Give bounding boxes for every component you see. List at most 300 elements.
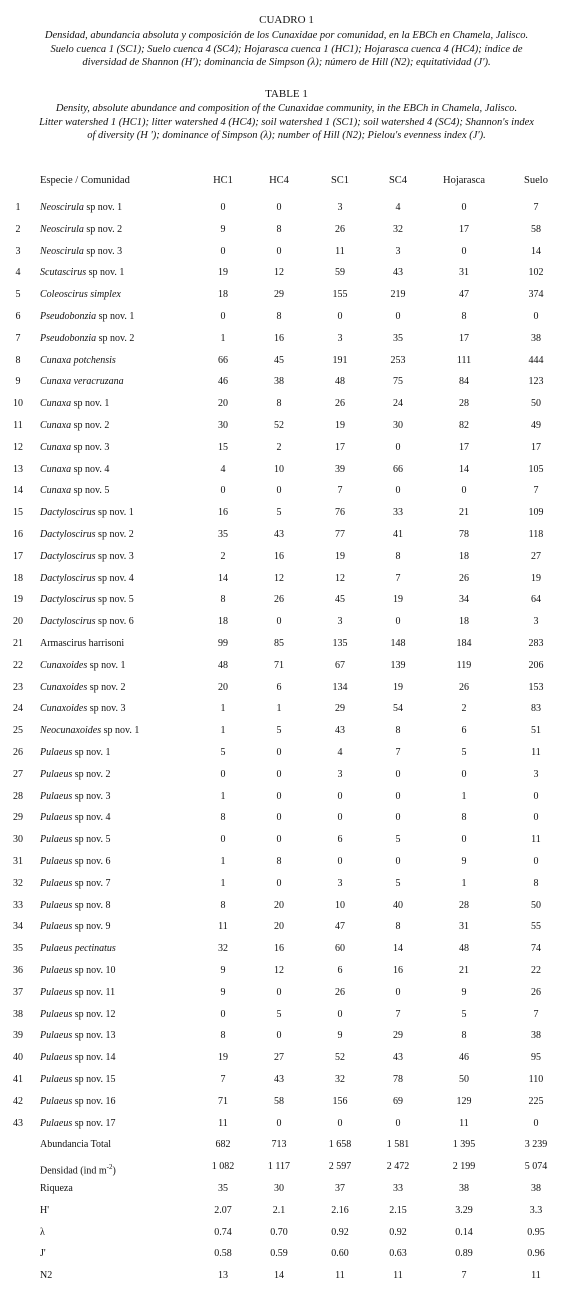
species-name [40, 899, 110, 913]
table-row [0, 484, 573, 498]
value-cell: 8 [276, 311, 282, 322]
value-cell: 35 [218, 529, 228, 540]
row-number: 1 [15, 202, 21, 213]
value-cell: 43 [274, 529, 284, 540]
value-cell: 66 [393, 463, 403, 475]
value-cell: 38 [531, 332, 541, 344]
value-cell: 9 [461, 986, 467, 998]
value-cell: 0 [395, 1117, 401, 1129]
value-cell: 19 [218, 267, 228, 279]
value-cell: 11 [335, 245, 345, 257]
table-row [0, 223, 573, 237]
value-cell: 46 [459, 1052, 469, 1064]
summary-value: 1 117 [267, 1161, 291, 1173]
value-cell: 26 [459, 572, 469, 584]
row-number: 29 [13, 812, 23, 824]
table-row [0, 615, 573, 629]
value-cell: 38 [531, 1030, 541, 1042]
species-genus: Cunaxa [40, 398, 72, 410]
value-cell: 1 [220, 703, 226, 715]
species-epithet: sp nov. 2 [71, 420, 110, 431]
value-cell: 156 [332, 1095, 348, 1107]
value-cell: 4 [337, 747, 343, 758]
species-name [40, 877, 110, 891]
table-row [0, 375, 573, 389]
value-cell: 18 [218, 616, 228, 628]
table-row [0, 463, 573, 477]
value-cell: 0 [533, 1117, 539, 1129]
value-cell: 6 [461, 725, 467, 737]
header-hojarasca: Hojarasca [443, 175, 485, 186]
value-cell: 129 [456, 1095, 472, 1107]
table-row [0, 593, 573, 607]
species-genus: Neocunaxoides [40, 725, 102, 737]
value-cell: 8 [533, 877, 539, 889]
species-name [40, 354, 116, 368]
value-cell: 0 [276, 202, 282, 213]
summary-label-text: Abundancia Total [40, 1139, 112, 1151]
value-cell: 1 [220, 790, 226, 802]
value-cell: 43 [274, 1074, 284, 1085]
summary-value: 3.3 [529, 1204, 543, 1216]
summary-value: 2.16 [331, 1204, 349, 1216]
value-cell: 49 [531, 420, 541, 431]
table-row [0, 245, 573, 259]
species-genus: Dactyloscirus [40, 572, 96, 584]
summary-value: 0.92 [331, 1226, 349, 1238]
table-row [0, 397, 573, 411]
value-cell: 0 [395, 856, 401, 867]
summary-value: 2 597 [328, 1161, 352, 1173]
value-cell: 8 [395, 921, 401, 933]
summary-label-text: H' [40, 1204, 50, 1216]
species-genus: Pulaeus pectinatus [40, 943, 116, 955]
value-cell: 59 [335, 267, 345, 279]
summary-value: 0.70 [270, 1226, 288, 1238]
value-cell: 19 [335, 420, 345, 431]
value-cell: 52 [274, 420, 284, 431]
table-row [0, 702, 573, 716]
table-row [0, 768, 573, 782]
value-cell: 8 [220, 594, 226, 606]
value-cell: 55 [531, 921, 541, 933]
value-cell: 1 [220, 856, 226, 867]
value-cell: 14 [218, 572, 228, 584]
value-cell: 76 [335, 507, 345, 519]
summary-label [40, 1160, 116, 1178]
value-cell: 0 [395, 485, 401, 497]
species-genus: Dactyloscirus [40, 550, 96, 562]
value-cell: 26 [531, 986, 541, 998]
row-number: 6 [15, 311, 21, 322]
value-cell: 45 [274, 354, 284, 366]
species-genus: Pulaeus [40, 768, 73, 780]
value-cell: 0 [461, 834, 467, 846]
value-cell: 6 [337, 965, 343, 976]
species-epithet: sp nov. 1 [86, 267, 125, 279]
summary-value: 7 [461, 1270, 467, 1282]
value-cell: 0 [533, 812, 539, 824]
summary-value: 14 [274, 1270, 284, 1282]
value-cell: 16 [274, 332, 284, 344]
species-name [40, 419, 109, 433]
species-genus: Pulaeus [40, 877, 73, 889]
value-cell: 48 [459, 943, 469, 955]
value-cell: 155 [332, 289, 348, 301]
value-cell: 0 [276, 485, 282, 497]
species-genus: Neoscirula [40, 223, 84, 235]
summary-label [40, 1138, 111, 1152]
species-genus: Pulaeus [40, 1008, 73, 1020]
species-epithet: sp nov. 1 [83, 202, 123, 213]
value-cell: 30 [393, 420, 403, 431]
summary-label-text: Riqueza [40, 1183, 73, 1194]
species-genus: Pulaeus [40, 834, 73, 846]
value-cell: 6 [276, 681, 282, 693]
species-name [40, 1073, 115, 1087]
species-genus: Pulaeus [40, 986, 73, 998]
summary-value: 30 [274, 1183, 284, 1194]
value-cell: 3 [337, 877, 343, 889]
value-cell: 84 [459, 376, 469, 388]
value-cell: 8 [276, 398, 282, 410]
value-cell: 22 [531, 965, 541, 976]
value-cell: 8 [220, 812, 226, 824]
header-hc1: HC1 [213, 175, 233, 186]
caption-en-line: of diversity (H '); dominance of Simpson (λ); number of Hill (N2); Pielou's evenness index (J'). [87, 130, 486, 141]
value-cell: 374 [528, 289, 544, 301]
table-row [0, 332, 573, 346]
value-cell: 16 [218, 507, 228, 519]
value-cell: 47 [335, 921, 345, 933]
value-cell: 0 [276, 986, 282, 998]
summary-value: 11 [531, 1270, 541, 1282]
value-cell: 7 [395, 1008, 401, 1020]
value-cell: 0 [276, 1030, 282, 1042]
species-genus: Dactyloscirus [40, 507, 96, 519]
species-genus: Neoscirula [40, 245, 84, 257]
table-row [0, 266, 573, 280]
table-row [0, 877, 573, 891]
value-cell: 0 [220, 834, 226, 846]
value-cell: 0 [276, 616, 282, 628]
value-cell: 9 [220, 986, 226, 998]
value-cell: 31 [459, 267, 469, 279]
value-cell: 8 [220, 1030, 226, 1042]
value-cell: 118 [528, 529, 544, 540]
value-cell: 0 [395, 986, 401, 998]
value-cell: 58 [531, 223, 541, 235]
value-cell: 58 [274, 1095, 284, 1107]
species-genus: Cunaxa [40, 485, 72, 497]
table-row [0, 1073, 573, 1087]
row-number: 39 [13, 1030, 23, 1042]
summary-label [40, 1226, 45, 1240]
row-number: 42 [13, 1095, 23, 1107]
summary-label-exponent: -2 [106, 1163, 113, 1172]
value-cell: 5 [220, 747, 226, 758]
value-cell: 8 [276, 223, 282, 235]
value-cell: 135 [332, 638, 348, 649]
table-row [0, 506, 573, 520]
summary-value: 682 [215, 1139, 231, 1151]
summary-value: 0.96 [527, 1248, 545, 1260]
value-cell: 0 [461, 768, 467, 780]
row-number: 34 [13, 921, 23, 933]
value-cell: 67 [335, 659, 345, 671]
value-cell: 19 [218, 1052, 228, 1064]
species-epithet: sp nov. 4 [95, 572, 134, 584]
value-cell: 40 [393, 899, 403, 911]
header-sc4: SC4 [388, 175, 408, 186]
value-cell: 29 [274, 289, 284, 301]
row-number: 13 [13, 463, 23, 475]
species-genus: Pulaeus [40, 899, 73, 911]
species-name [40, 855, 110, 869]
summary-value: 2.15 [389, 1204, 407, 1216]
value-cell: 82 [459, 420, 469, 431]
value-cell: 29 [335, 703, 345, 715]
species-name [40, 1095, 115, 1109]
row-number: 19 [13, 594, 23, 606]
table-row [0, 354, 573, 368]
species-name [40, 615, 134, 629]
row-number: 20 [13, 616, 23, 628]
value-cell: 10 [274, 463, 284, 475]
value-cell: 35 [393, 332, 403, 344]
species-epithet: sp nov. 12 [72, 1008, 116, 1020]
row-number: 36 [13, 965, 23, 976]
species-genus: Coleoscirus simplex [40, 289, 121, 301]
summary-row [0, 1247, 573, 1261]
table-row [0, 419, 573, 433]
species-name [40, 790, 110, 804]
species-genus: Pulaeus [40, 1052, 73, 1064]
value-cell: 2 [461, 703, 467, 715]
value-cell: 19 [393, 681, 403, 693]
value-cell: 50 [531, 899, 541, 911]
species-epithet: Armascirus harrisoni [40, 638, 125, 649]
summary-value: 1 581 [386, 1139, 410, 1151]
species-name [40, 397, 109, 411]
summary-label-text: N2 [40, 1270, 53, 1282]
value-cell: 24 [393, 398, 403, 410]
row-number: 43 [13, 1117, 23, 1129]
species-name [40, 310, 134, 324]
value-cell: 0 [220, 202, 226, 213]
summary-label [40, 1182, 73, 1196]
value-cell: 43 [393, 267, 403, 279]
caption-es-line: diversidad de Shannon (H'); dominancia de Simpson (λ); número de Hill (N2); equitatividad (J'). [82, 57, 491, 68]
summary-value: 0.74 [214, 1226, 232, 1238]
value-cell: 11 [531, 747, 541, 758]
caption-en-line: Litter watershed 1 (HC1); litter watershed 4 (HC4); soil watershed 1 (SC1); soil watershed 4 (SC4); Shannon's index [39, 116, 534, 128]
value-cell: 5 [276, 725, 282, 737]
summary-value: 2.1 [272, 1204, 286, 1216]
value-cell: 206 [528, 659, 544, 671]
value-cell: 17 [459, 441, 469, 453]
row-number: 12 [13, 441, 23, 453]
table-row [0, 920, 573, 934]
species-name [40, 332, 134, 346]
summary-value: 1 658 [328, 1139, 352, 1151]
value-cell: 21 [459, 507, 469, 519]
value-cell: 3 [395, 245, 401, 257]
species-epithet: sp nov. 2 [95, 529, 134, 540]
table-row [0, 986, 573, 1000]
value-cell: 8 [276, 856, 282, 867]
species-genus: Pulaeus [40, 1117, 73, 1129]
table-row [0, 790, 573, 804]
table-row [0, 1051, 573, 1065]
value-cell: 1 [220, 877, 226, 889]
value-cell: 9 [220, 223, 226, 235]
summary-row [0, 1160, 573, 1177]
value-cell: 33 [393, 507, 403, 519]
species-name [40, 223, 122, 237]
species-epithet: sp nov. 14 [72, 1052, 116, 1064]
species-epithet: sp nov. 11 [72, 986, 116, 998]
header-hc4: HC4 [269, 175, 289, 186]
row-number: 8 [15, 354, 21, 366]
value-cell: 0 [276, 834, 282, 846]
summary-value: 37 [335, 1183, 345, 1194]
row-number: 32 [13, 877, 23, 889]
value-cell: 20 [218, 398, 228, 410]
value-cell: 3 [337, 616, 343, 628]
species-epithet: sp nov. 2 [72, 768, 111, 780]
row-number: 24 [13, 703, 23, 715]
row-number: 22 [13, 659, 23, 671]
value-cell: 19 [335, 550, 345, 562]
value-cell: 0 [533, 790, 539, 802]
summary-value: 38 [531, 1183, 541, 1194]
row-number: 40 [13, 1052, 23, 1064]
species-genus: Scutascirus [40, 267, 87, 279]
value-cell: 18 [459, 616, 469, 628]
species-epithet: sp nov. 6 [72, 856, 111, 867]
value-cell: 14 [393, 943, 403, 955]
value-cell: 1 [461, 790, 467, 802]
value-cell: 3 [337, 202, 343, 213]
species-genus: Pulaeus [40, 856, 73, 867]
summary-value: 33 [393, 1183, 403, 1194]
species-name [40, 964, 115, 978]
value-cell: 3 [337, 332, 343, 344]
species-name [40, 463, 109, 477]
value-cell: 11 [218, 921, 228, 933]
caption-en-body [10, 102, 563, 143]
species-name [40, 920, 110, 934]
row-number: 2 [15, 223, 21, 235]
value-cell: 60 [335, 943, 345, 955]
table-row [0, 528, 573, 542]
caption-en-line: Density, absolute abundance and composition of the Cunaxidae community, in the EBCh in Chamela, Jalisco. [55, 103, 518, 114]
species-genus: Pulaeus [40, 790, 73, 802]
species-epithet: sp nov. 3 [72, 790, 111, 802]
species-name [40, 681, 125, 695]
value-cell: 16 [274, 550, 284, 562]
species-epithet: sp nov. 3 [87, 703, 126, 715]
header-species: Especie / Comunidad [40, 175, 130, 186]
value-cell: 219 [390, 289, 406, 301]
row-number: 21 [13, 638, 23, 649]
value-cell: 8 [395, 725, 401, 737]
table-row [0, 441, 573, 455]
species-name [40, 441, 109, 455]
value-cell: 11 [459, 1117, 469, 1129]
value-cell: 48 [335, 376, 345, 388]
row-number: 18 [13, 572, 23, 584]
value-cell: 0 [395, 616, 401, 628]
summary-value: 2.07 [214, 1204, 232, 1216]
row-number: 4 [15, 267, 21, 279]
row-number: 41 [13, 1074, 23, 1085]
value-cell: 2 [220, 550, 226, 562]
summary-value: 3 239 [524, 1139, 548, 1151]
table-row [0, 659, 573, 673]
value-cell: 5 [276, 507, 282, 519]
value-cell: 17 [531, 441, 541, 453]
value-cell: 5 [395, 834, 401, 846]
value-cell: 191 [332, 354, 348, 366]
summary-value: 713 [271, 1139, 287, 1151]
caption-es-line: Densidad, abundancia absoluta y composición de los Cunaxidae por comunidad, en la EBCh en Chamela, Jalisco. [44, 30, 529, 41]
summary-value: 0.89 [455, 1248, 473, 1260]
value-cell: 0 [395, 812, 401, 824]
row-number: 15 [13, 507, 23, 519]
value-cell: 4 [395, 202, 401, 213]
value-cell: 32 [393, 223, 403, 235]
summary-value: 0.58 [214, 1248, 232, 1260]
summary-label [40, 1204, 49, 1218]
summary-value: 35 [218, 1183, 228, 1194]
summary-row [0, 1204, 573, 1218]
summary-value: 0.63 [389, 1248, 407, 1260]
value-cell: 0 [276, 877, 282, 889]
value-cell: 74 [531, 943, 541, 955]
species-name [40, 833, 110, 847]
species-genus: Cunaxa [40, 463, 72, 475]
species-name [40, 288, 121, 302]
value-cell: 3 [533, 768, 539, 780]
summary-value: 38 [459, 1183, 469, 1194]
species-genus: Pseudobonzia [40, 311, 97, 322]
value-cell: 7 [533, 1008, 539, 1020]
value-cell: 102 [528, 267, 544, 279]
summary-value: 11 [335, 1270, 345, 1282]
value-cell: 99 [218, 638, 228, 649]
summary-value: 0.14 [455, 1226, 473, 1238]
species-epithet: sp nov. 1 [101, 725, 140, 737]
summary-value: 0.92 [389, 1226, 407, 1238]
value-cell: 41 [393, 529, 403, 540]
value-cell: 12 [274, 572, 284, 584]
value-cell: 11 [218, 1117, 228, 1129]
summary-value: 1 082 [211, 1161, 235, 1173]
summary-row [0, 1269, 573, 1283]
value-cell: 5 [395, 877, 401, 889]
species-name [40, 1008, 115, 1022]
species-genus: Dactyloscirus [40, 616, 96, 628]
value-cell: 7 [533, 485, 539, 497]
value-cell: 0 [276, 812, 282, 824]
value-cell: 9 [337, 1030, 343, 1042]
value-cell: 28 [459, 899, 469, 911]
value-cell: 0 [337, 812, 343, 824]
species-epithet: sp nov. 8 [72, 899, 111, 911]
value-cell: 26 [335, 398, 345, 410]
